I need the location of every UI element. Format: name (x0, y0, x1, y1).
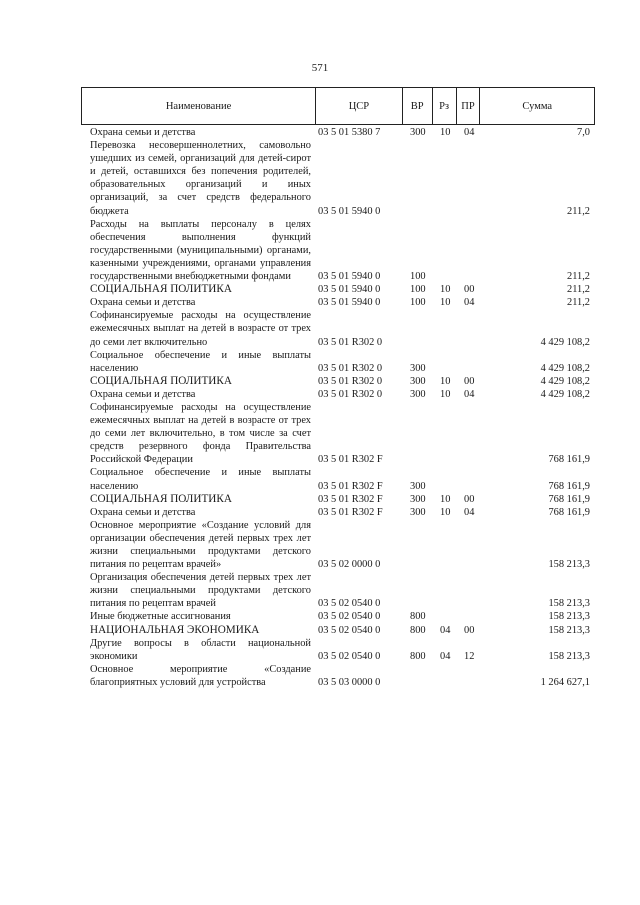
table-row (90, 126, 590, 139)
cell-csr: 03 5 02 0000 0 (318, 559, 381, 571)
cell-sum: 158 213,3 (548, 624, 590, 636)
cell-vr: 300 (410, 362, 426, 374)
cell-rz: 10 (440, 388, 451, 400)
table-row (90, 571, 590, 610)
cell-csr: 03 5 01 5380 7 (318, 127, 381, 138)
cell-sum: 158 213,3 (548, 598, 590, 610)
cell-vr: 300 (410, 388, 426, 400)
cell-csr: 03 5 02 0540 0 (318, 598, 381, 610)
cell-sum: 211,2 (567, 284, 590, 296)
cell-name: Другие вопросы в области национальной экономики (90, 637, 311, 662)
cell-sum: 768 161,9 (548, 493, 590, 505)
cell-csr: 03 5 02 0540 0 (318, 624, 381, 636)
cell-sum: 768 161,9 (548, 506, 590, 518)
cell-csr: 03 5 01 5940 0 (318, 205, 381, 217)
cell-sum: 211,2 (567, 297, 590, 309)
cell-name: СОЦИАЛЬНАЯ ПОЛИТИКА (90, 492, 232, 505)
cell-rz: 10 (440, 284, 451, 296)
table-row (90, 637, 590, 663)
table-row (90, 519, 590, 571)
cell-sum: 768 161,9 (548, 480, 590, 492)
cell-csr: 03 5 01 5940 0 (318, 284, 381, 296)
cell-pr: 04 (464, 506, 475, 518)
table-row (90, 296, 590, 309)
cell-vr: 300 (410, 127, 426, 138)
cell-pr: 00 (464, 493, 475, 505)
cell-sum: 7,0 (577, 127, 590, 138)
cell-vr: 100 (410, 284, 426, 296)
cell-name: Софинансируемые расходы на осуществление ежемесячных выплат на детей в возрасте от трех до семи лет включительно, в том числе за счет средств резервного фонда Правительства Российской Федерации (90, 401, 311, 466)
cell-sum: 158 213,3 (548, 559, 590, 571)
cell-csr: 03 5 01 5940 0 (318, 297, 381, 309)
cell-rz: 04 (440, 624, 451, 636)
cell-csr: 03 5 01 R302 F (318, 480, 383, 492)
table-row (90, 624, 590, 637)
cell-csr: 03 5 01 R302 F (318, 454, 383, 466)
cell-name: Охрана семьи и детства (90, 297, 196, 309)
table-row (90, 466, 590, 492)
cell-name: Социальное обеспечение и иные выплаты населению (90, 349, 311, 374)
cell-sum: 211,2 (567, 271, 590, 283)
cell-name: Расходы на выплаты персоналу в целях обеспечения выполнения функций государственными (муниципальными) органами, казенными учреждениями, органами управления государственными внебюджетными фондами (90, 218, 311, 283)
cell-sum: 768 161,9 (548, 454, 590, 466)
cell-csr: 03 5 01 R302 0 (318, 375, 383, 387)
cell-csr: 03 5 01 R302 F (318, 493, 383, 505)
table-row (90, 349, 590, 375)
table-row (90, 401, 590, 466)
cell-vr: 800 (410, 624, 426, 636)
table-row (90, 309, 590, 348)
table-row (90, 218, 590, 283)
cell-csr: 03 5 02 0540 0 (318, 650, 381, 662)
cell-name: Охрана семьи и детства (90, 388, 196, 400)
cell-csr: 03 5 02 0540 0 (318, 611, 381, 623)
table-row (90, 506, 590, 519)
cell-name: Основное мероприятие «Создание благоприятных условий для устройства (90, 663, 311, 688)
cell-csr: 03 5 01 R302 F (318, 506, 383, 518)
cell-name: НАЦИОНАЛЬНАЯ ЭКОНОМИКА (90, 623, 260, 636)
cell-csr: 03 5 01 5940 0 (318, 271, 381, 283)
cell-rz: 10 (440, 493, 451, 505)
cell-name: Организация обеспечения детей первых трех лет жизни специальными продуктами детского питания по рецептам врачей (90, 572, 311, 610)
cell-pr: 12 (464, 650, 475, 662)
page-number: 571 (311, 62, 329, 74)
cell-sum: 4 429 108,2 (540, 388, 590, 400)
cell-vr: 300 (410, 493, 426, 505)
cell-rz: 10 (440, 127, 451, 138)
header-sum: Сумма (522, 100, 553, 112)
cell-name: Охрана семьи и детства (90, 506, 196, 518)
header-rz: Рз (433, 88, 457, 124)
cell-vr: 300 (410, 506, 426, 518)
table-row (90, 663, 590, 689)
cell-vr: 100 (410, 271, 426, 283)
cell-name: Софинансируемые расходы на осуществление ежемесячных выплат на детей в возрасте от трех до семи лет включительно (90, 310, 311, 348)
cell-vr: 800 (410, 611, 426, 623)
cell-pr: 04 (464, 297, 475, 309)
cell-sum: 4 429 108,2 (540, 362, 590, 374)
cell-pr: 00 (464, 284, 475, 296)
cell-rz: 10 (440, 297, 451, 309)
cell-sum: 158 213,3 (548, 611, 590, 623)
cell-vr: 800 (410, 650, 426, 662)
cell-name: Иные бюджетные ассигнования (90, 611, 231, 623)
header-pr: ПР (457, 88, 481, 124)
cell-pr: 00 (464, 624, 475, 636)
cell-sum: 4 429 108,2 (540, 336, 590, 348)
cell-rz: 04 (440, 650, 451, 662)
cell-vr: 300 (410, 375, 426, 387)
cell-rz: 10 (440, 375, 451, 387)
header-vr: ВР (403, 88, 433, 124)
header-csr: ЦСР (316, 88, 403, 124)
cell-csr: 03 5 01 R302 0 (318, 388, 383, 400)
cell-sum: 1 264 627,1 (540, 676, 590, 688)
table-row (90, 610, 590, 623)
cell-name: СОЦИАЛЬНАЯ ПОЛИТИКА (90, 283, 232, 296)
cell-csr: 03 5 03 0000 0 (318, 676, 381, 688)
cell-sum: 211,2 (567, 205, 590, 217)
cell-pr: 04 (464, 127, 475, 138)
table-row (90, 388, 590, 401)
cell-sum: 4 429 108,2 (540, 375, 590, 387)
cell-name: Социальное обеспечение и иные выплаты населению (90, 467, 311, 492)
cell-csr: 03 5 01 R302 0 (318, 362, 383, 374)
header-name: Наименование (82, 88, 316, 124)
cell-vr: 300 (410, 480, 426, 492)
cell-sum: 158 213,3 (548, 650, 590, 662)
cell-vr: 100 (410, 297, 426, 309)
table-row (90, 493, 590, 506)
table-row (90, 375, 590, 388)
cell-name: Основное мероприятие «Создание условий для организации обеспечения детей первых трех лет жизни специальными продуктами детского питания по рецептам врачей» (90, 519, 311, 571)
table-row (90, 283, 590, 296)
cell-name: СОЦИАЛЬНАЯ ПОЛИТИКА (90, 374, 232, 387)
table-header (81, 87, 595, 125)
cell-name: Охрана семьи и детства (90, 127, 196, 138)
table-row (90, 139, 590, 218)
cell-csr: 03 5 01 R302 0 (318, 336, 383, 348)
cell-name: Перевозка несовершеннолетних, самовольно ушедших из семей, организаций для детей-сирот и детей, оставшихся без попечения родителей, образовательных организаций и иных организаций, за счет средств федерального бюджета (90, 140, 311, 217)
cell-pr: 00 (464, 375, 475, 387)
cell-pr: 04 (464, 388, 475, 400)
cell-rz: 10 (440, 506, 451, 518)
budget-table-body (90, 126, 590, 689)
